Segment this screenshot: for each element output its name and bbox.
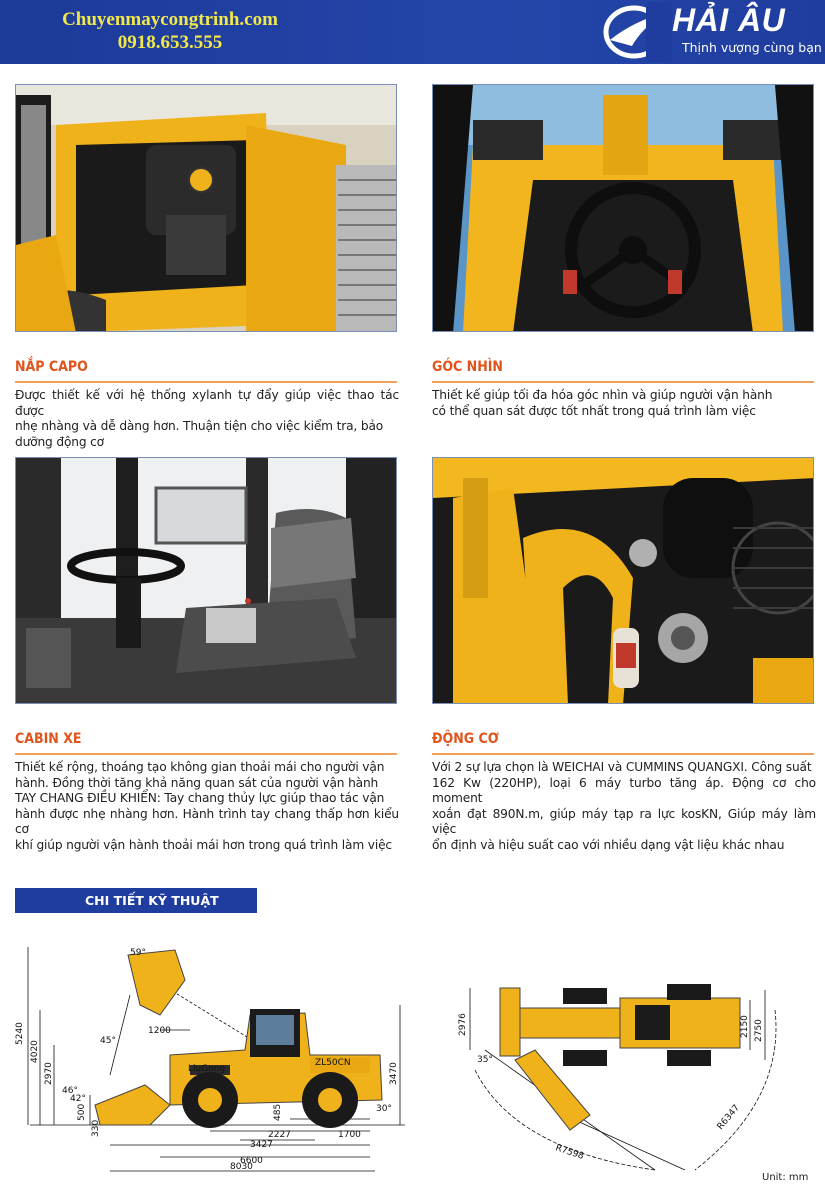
spec-banner: CHI TIẾT KỸ THUẬT	[15, 888, 257, 913]
dim-label: R7598	[554, 1143, 585, 1162]
text-line: ổn định và hiệu suất cao với nhiều dạng vật liệu khác nhau	[432, 837, 785, 852]
section-rule-cabin	[15, 753, 397, 755]
dim-label: 1700	[338, 1130, 361, 1140]
section-body-cabin	[15, 760, 399, 853]
dim-label: 42°	[70, 1094, 86, 1104]
text-line: Thiết kế giúp tối đa hóa góc nhìn và giúp người vận hành	[432, 388, 773, 402]
text-line: Thiết kế rộng, thoáng tạo không gian thoải mái cho người vận	[15, 760, 385, 774]
dim-label: 8030	[230, 1162, 253, 1172]
dim-label: 2150	[740, 1015, 750, 1038]
text-line: xoắn đạt 890N.m, giúp máy tạp ra lực kosKN, Giúp máy làm việc	[432, 806, 816, 836]
text-line: hành. Đồng thời tăng khả năng quan sát của người vận hành	[15, 775, 379, 790]
photo-engine	[432, 457, 814, 704]
dim-label: 30°	[376, 1104, 392, 1114]
text-line: 162 Kw (220HP), loại 6 máy turbo tăng áp. Động cơ cho moment	[432, 775, 816, 805]
dim-label: 2970	[44, 1062, 54, 1085]
brand-name: HẢI ÂU	[672, 2, 786, 38]
phone-text[interactable]: 0918.653.555	[117, 32, 223, 53]
text-line: hành được nhẹ nhàng hơn. Hành trình tay chang thấp hơn kiểu cơ	[15, 806, 399, 836]
section-title-hood: NẮP CAPO	[15, 359, 88, 375]
section-title-cabin: CABIN XE	[15, 731, 82, 747]
dim-label: 2750	[754, 1019, 764, 1042]
dim-label: 3427	[250, 1140, 273, 1150]
dim-label: 3470	[389, 1062, 399, 1085]
section-body-hood	[15, 388, 399, 450]
top-view-diagram	[455, 980, 795, 1175]
dim-label: 500	[77, 1103, 87, 1121]
section-rule-engine	[432, 753, 814, 755]
photo-hood	[15, 84, 397, 332]
text-line: khí giúp người vận hành thoải mái hơn trong quá trình làm việc	[15, 837, 392, 852]
section-title-engine: ĐỘNG CƠ	[432, 731, 499, 747]
dim-label: 46°	[62, 1086, 78, 1096]
text-line: Được thiết kế với hệ thống xylanh tự đẩy giúp việc thao tác được	[15, 388, 399, 418]
text-line: TAY CHANG ĐIỀU KHIỂN: Tay chang thủy lực giúp thao tác vận	[15, 791, 385, 805]
photo-view	[432, 84, 814, 332]
dim-label: 1200	[148, 1026, 171, 1036]
brand-logo	[600, 0, 825, 64]
section-title-view: GÓC NHÌN	[432, 359, 503, 375]
dim-label: 59°	[130, 948, 146, 958]
dim-label: 45°	[100, 1036, 116, 1046]
website-text[interactable]: Chuyenmaycongtrinh.com	[62, 9, 278, 30]
dim-label: 2227	[268, 1130, 291, 1140]
dim-label: 2976	[458, 1013, 468, 1036]
dim-label: R6347	[715, 1103, 743, 1132]
dim-label: 6600	[240, 1156, 263, 1166]
text-line: nhẹ nhàng và dễ dàng hơn. Thuận tiện cho việc kiểm tra, bảo	[15, 419, 384, 433]
section-rule-hood	[15, 381, 397, 383]
side-view-diagram	[10, 935, 410, 1175]
unit-note: Unit: mm	[762, 1172, 809, 1183]
section-rule-view	[432, 381, 814, 383]
text-line: Với 2 sự lựa chọn là WEICHAI và CUMMINS QUANGXI. Công suất	[432, 760, 812, 774]
seagull-icon	[602, 2, 672, 62]
brand-slogan: Thịnh vượng cùng bạn	[682, 40, 822, 55]
section-body-engine	[432, 760, 816, 853]
dim-label: 485	[273, 1103, 283, 1121]
text-line: có thể quan sát được tốt nhất trong quá trình làm việc	[432, 403, 756, 418]
page-header	[0, 0, 825, 64]
machine-model: ZL50CN	[315, 1058, 351, 1068]
dim-label: 35°	[477, 1055, 493, 1065]
dim-label: 4020	[30, 1040, 40, 1063]
dim-label: 330	[91, 1119, 101, 1137]
machine-brand: LiuGong	[188, 1064, 226, 1074]
contact-block	[40, 8, 300, 54]
section-body-view	[432, 388, 816, 419]
dim-label: 5240	[15, 1022, 25, 1045]
text-line: dưỡng động cơ	[15, 434, 104, 449]
photo-cabin	[15, 457, 397, 704]
